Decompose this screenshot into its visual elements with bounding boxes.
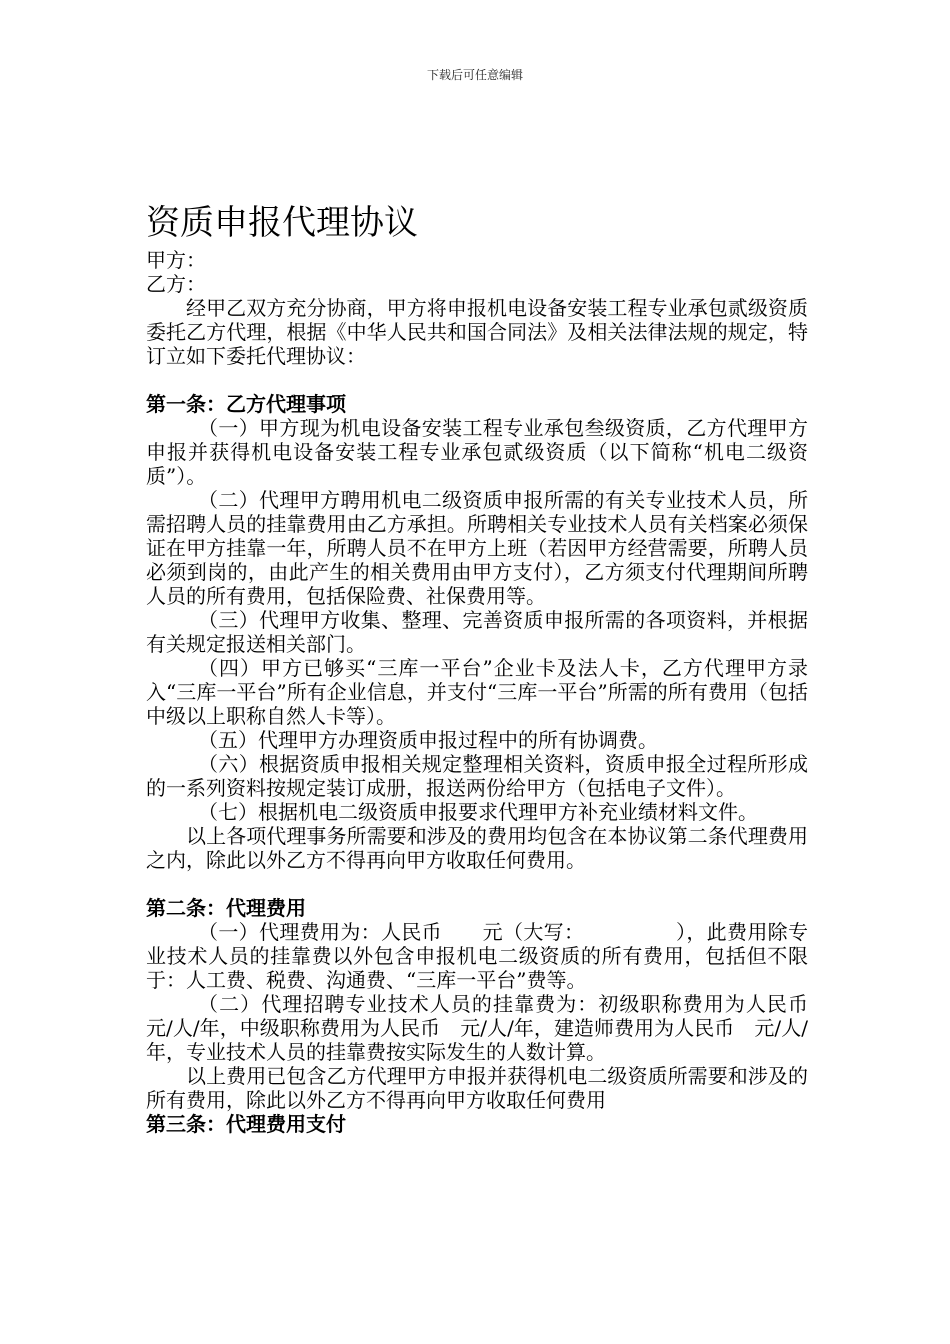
party-a-line: 甲方： (146, 248, 206, 272)
article-3-title: 第三条：代理费用支付 (146, 1112, 346, 1136)
article-1-item: （二）代理甲方聘用机电二级资质申报所需的有关专业技术人员，所需招聘人员的挂靠费用由乙方承担。所聘相关专业技术人员有关档案必须保证在甲方挂靠一年，所聘人员不在甲方上班（若因甲方经营需要，所聘人员必须到岗的，由此产生的相关费用由甲方支付），乙方须支付代理期间所聘人员的所有费用，包括保险费、社保费用等。 (146, 488, 808, 608)
party-b-line: 乙方： (146, 272, 206, 296)
article-2-item: （一）代理费用为：人民币 元（大写： ），此费用除专业技术人员的挂靠费以外包含申报机电二级资质的所有费用，包括但不限于：人工费、税费、沟通费、“三库一平台”费等。 (146, 920, 808, 992)
page-header: 下载后可任意编辑 (426, 68, 523, 82)
article-1-item: （六）根据资质申报相关规定整理相关资料，资质申报全过程所形成的一系列资料按规定装订成册，报送两份给甲方（包括电子文件）。 (146, 752, 808, 800)
article-1-item: （五）代理甲方办理资质申报过程中的所有协调费。 (198, 728, 658, 752)
article-1-item: （四）甲方已够买“三库一平台”企业卡及法人卡，乙方代理甲方录入“三库一平台”所有企业信息，并支付“三库一平台”所需的所有费用（包括中级以上职称自然人卡等）。 (146, 656, 808, 728)
article-1-summary: 以上各项代理事务所需要和涉及的费用均包含在本协议第二条代理费用之内，除此以外乙方不得再向甲方收取任何费用。 (146, 824, 808, 872)
article-1-item: （七）根据机电二级资质申报要求代理甲方补充业绩材料文件。 (198, 800, 758, 824)
article-2-item: （二）代理招聘专业技术人员的挂靠费为：初级职称费用为人民币 元/人/年，中级职称费用为人民币 元/人/年，建造师费用为人民币 元/人/年，专业技术人员的挂靠费按实际发生的人数计算。 (146, 992, 828, 1064)
article-2-summary: 以上费用已包含乙方代理甲方申报并获得机电二级资质所需要和涉及的所有费用，除此以外乙方不得再向甲方收取任何费用 (146, 1064, 808, 1112)
intro-paragraph: 经甲乙双方充分协商，甲方将申报机电设备安装工程专业承包贰级资质委托乙方代理，根据《中华人民共和国合同法》及相关法律法规的规定，特订立如下委托代理协议： (146, 296, 808, 368)
article-1-title: 第一条：乙方代理事项 (146, 392, 346, 416)
document-body (146, 198, 828, 1136)
article-1-item: （三）代理甲方收集、整理、完善资质申报所需的各项资料，并根据有关规定报送相关部门。 (146, 608, 808, 656)
document-title: 资质申报代理协议 (146, 203, 418, 243)
article-2-title: 第二条：代理费用 (146, 896, 306, 920)
article-1-item: （一）甲方现为机电设备安装工程专业承包叁级资质，乙方代理甲方申报并获得机电设备安装工程专业承包贰级资质（以下简称“机电二级资质”）。 (146, 416, 808, 488)
